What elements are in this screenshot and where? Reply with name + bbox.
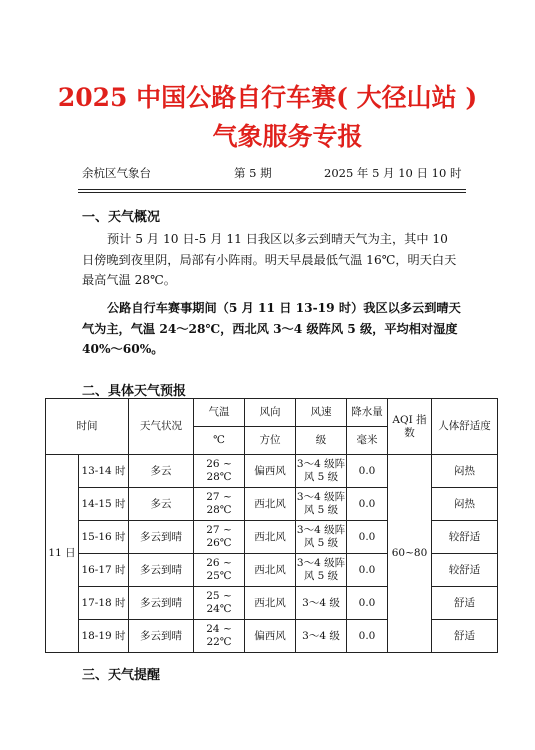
table-row — [46, 455, 498, 488]
condition-cell: 多云到晴 — [129, 587, 194, 620]
condition-cell: 多云 — [129, 455, 194, 488]
time-cell: 17-18 时 — [79, 587, 129, 620]
precip-cell: 0.0 — [347, 521, 388, 554]
header-time: 时间 — [46, 399, 129, 455]
wind-speed-cell: 3～4 级阵风 5 级 — [296, 521, 347, 554]
report-title-line1: 2025 中国公路自行车赛( 大径山站 ) — [57, 83, 478, 112]
temp-cell: 27 ~ 26℃ — [194, 521, 245, 554]
wind-dir-cell: 西北风 — [245, 587, 296, 620]
comfort-cell: 较舒适 — [432, 554, 498, 587]
forecast-table — [45, 398, 498, 653]
overview-paragraph-2: 公路自行车赛事期间（5 月 11 日 13-19 时）我区以多云到晴天气为主，气温 24～28℃，西北风 3～4 级阵风 5 级，平均相对湿度 40%～60%。 — [82, 301, 461, 356]
wind-dir-cell: 西北风 — [245, 521, 296, 554]
time-cell: 18-19 时 — [79, 620, 129, 653]
comfort-cell: 较舒适 — [432, 521, 498, 554]
header-wind-speed-unit: 级 — [296, 427, 347, 455]
header-rule-bottom — [78, 192, 466, 193]
header-comfort: 人体舒适度 — [432, 399, 498, 455]
header-precip-unit: 毫米 — [347, 427, 388, 455]
header-precip: 降水量 — [347, 399, 388, 427]
wind-speed-cell: 3～4 级阵风 5 级 — [296, 488, 347, 521]
aqi-cell: 60~80 — [388, 455, 432, 653]
temp-cell: 26 ~ 28℃ — [194, 455, 245, 488]
header-aqi: AQI 指数 — [388, 399, 432, 455]
wind-dir-cell: 偏西风 — [245, 455, 296, 488]
overview-heading: 一、天气概况 — [82, 210, 161, 225]
report-title-line2: 气象服务专报 — [212, 122, 363, 151]
wind-speed-cell: 3～4 级 — [296, 620, 347, 653]
temp-cell: 25 ~ 24℃ — [194, 587, 245, 620]
wind-dir-cell: 西北风 — [245, 488, 296, 521]
temp-cell: 26 ~ 25℃ — [194, 554, 245, 587]
header-wind-dir: 风向 — [245, 399, 296, 427]
header-temp-unit: ℃ — [194, 427, 245, 455]
header-wind-speed: 风速 — [296, 399, 347, 427]
wind-dir-cell: 偏西风 — [245, 620, 296, 653]
time-cell: 14-15 时 — [79, 488, 129, 521]
comfort-cell: 闷热 — [432, 488, 498, 521]
overview-paragraph-1: 预计 5 月 10 日-5 月 11 日我区以多云到晴天气为主，其中 10 日傍晚到夜里阴，局部有小阵雨。明天早晨最低气温 16℃，明天白天最高气温 28℃。 — [82, 232, 457, 287]
header-temp: 气温 — [194, 399, 245, 427]
time-cell: 15-16 时 — [79, 521, 129, 554]
precip-cell: 0.0 — [347, 587, 388, 620]
comfort-cell: 闷热 — [432, 455, 498, 488]
condition-cell: 多云到晴 — [129, 620, 194, 653]
temp-cell: 27 ~ 28℃ — [194, 488, 245, 521]
time-cell: 16-17 时 — [79, 554, 129, 587]
comfort-cell: 舒适 — [432, 620, 498, 653]
condition-cell: 多云到晴 — [129, 554, 194, 587]
comfort-cell: 舒适 — [432, 587, 498, 620]
wind-speed-cell: 3～4 级阵风 5 级 — [296, 554, 347, 587]
wind-speed-cell: 3～4 级阵风 5 级 — [296, 455, 347, 488]
header-wind-dir-unit: 方位 — [245, 427, 296, 455]
day-cell: 11 日 — [46, 455, 79, 653]
condition-cell: 多云 — [129, 488, 194, 521]
reminder-heading: 三、天气提醒 — [82, 668, 161, 683]
header-condition: 天气状况 — [129, 399, 194, 455]
precip-cell: 0.0 — [347, 620, 388, 653]
issue-number: 第 5 期 — [234, 166, 272, 180]
condition-cell: 多云到晴 — [129, 521, 194, 554]
forecast-heading: 二、具体天气预报 — [82, 384, 187, 399]
issue-datetime: 2025 年 5 月 10 日 10 时 — [324, 166, 462, 180]
header-rule-top — [78, 189, 466, 190]
precip-cell: 0.0 — [347, 554, 388, 587]
wind-speed-cell: 3～4 级 — [296, 587, 347, 620]
issue-line — [82, 165, 462, 183]
precip-cell: 0.0 — [347, 455, 388, 488]
precip-cell: 0.0 — [347, 488, 388, 521]
issuing-agency: 余杭区气象台 — [82, 166, 151, 180]
wind-dir-cell: 西北风 — [245, 554, 296, 587]
temp-cell: 24 ~ 22℃ — [194, 620, 245, 653]
time-cell: 13-14 时 — [79, 455, 129, 488]
